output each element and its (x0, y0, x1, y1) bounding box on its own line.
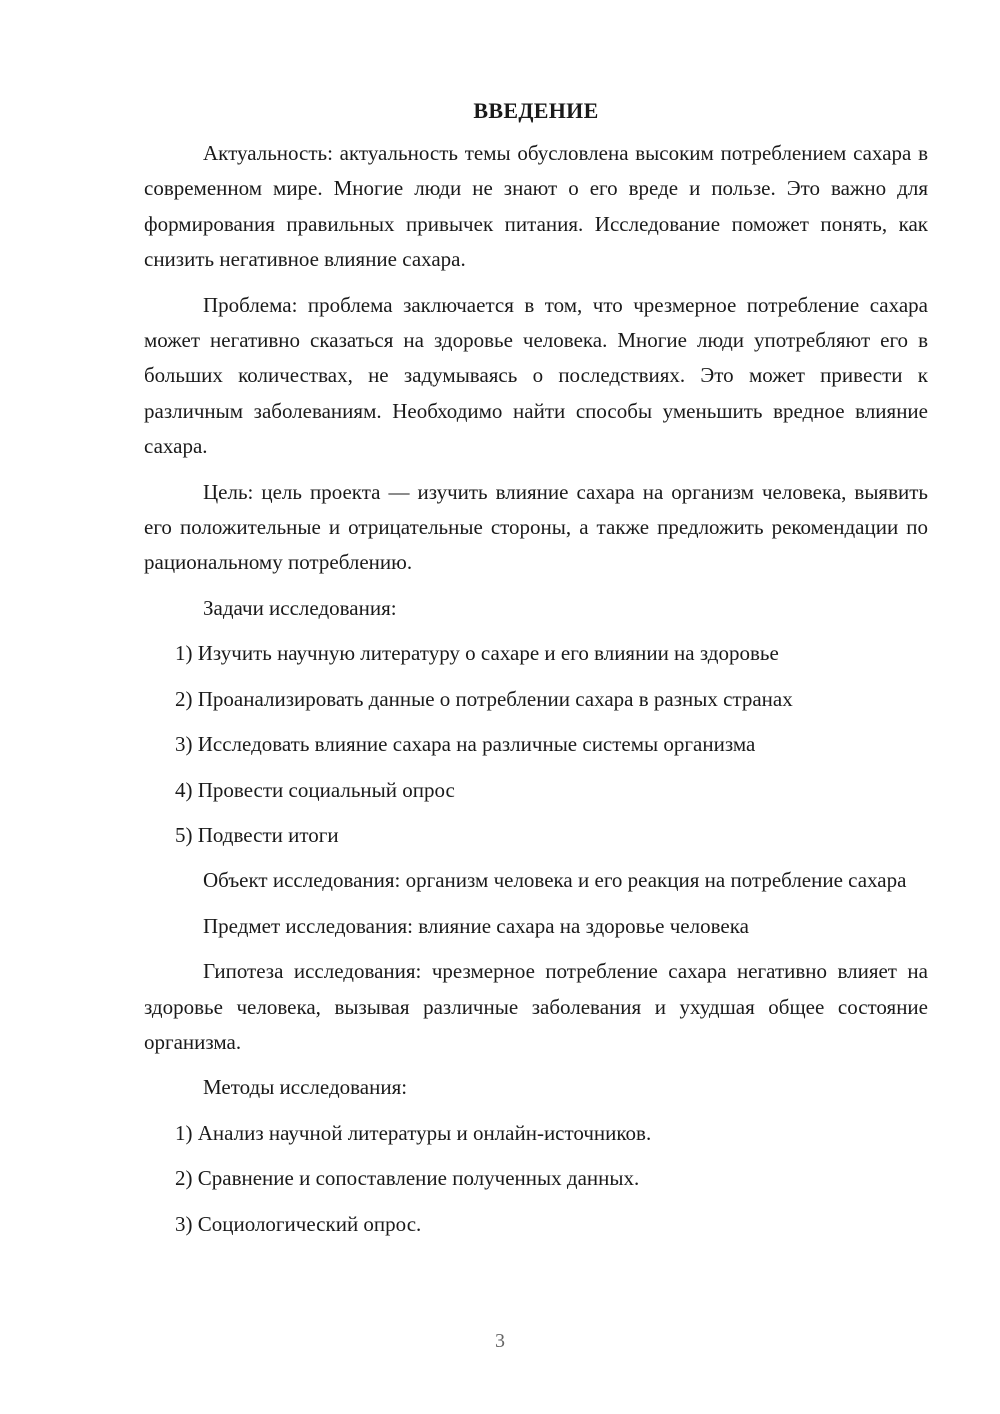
list-item: 5) Подвести итоги (175, 822, 339, 847)
paragraph-tasks-intro: Задачи исследования: (203, 595, 397, 620)
paragraph-methods-intro: Методы исследования: (203, 1075, 408, 1100)
paragraph-goal: Цель: цель проекта — изучить влияние сахара на организм человека, выявить его положительные и отрицательные стороны, а также предложить рекомендации по рациональному потреблению. (144, 479, 928, 575)
list-item: 3) Исследовать влияние сахара на различные системы организма (175, 732, 756, 757)
page-number: 3 (495, 1330, 505, 1352)
paragraph-hypothesis: Гипотеза исследования: чрезмерное потребление сахара негативно влияет на здоровье человека, вызывая различные заболевания и ухудшая общее состояние организма. (144, 959, 928, 1054)
list-item: 2) Сравнение и сопоставление полученных данных. (175, 1166, 640, 1191)
list-item: 2) Проанализировать данные о потреблении сахара в разных странах (175, 686, 793, 711)
list-item: 3) Социологический опрос. (175, 1211, 422, 1236)
list-item: 4) Провести социальный опрос (175, 777, 455, 802)
page-title: ВВЕДЕНИЕ (473, 98, 599, 123)
document-page (144, 96, 928, 1252)
list-item: 1) Изучить научную литературу о сахаре и его влиянии на здоровье (175, 641, 779, 666)
paragraph-problem: Проблема: проблема заключается в том, что чрезмерное потребление сахара может негативно сказаться на здоровье человека. Многие люди употребляют его в больших количествах, не задумываясь о последствиях. Это может привести к различным заболеваниям. Необходимо найти способы уменьшить вредное влияние сахара. (144, 292, 928, 459)
list-item: 1) Анализ научной литературы и онлайн-источников. (175, 1120, 652, 1145)
tasks-list (144, 636, 928, 853)
paragraph-relevance: Актуальность: актуальность темы обусловлена высоким потреблением сахара в современном мире. Многие люди не знают о его вреде и пользе. Это важно для формирования правильных привычек питания. Исследование поможет понять, как снизить негативное влияние сахара. (144, 141, 928, 272)
paragraph-object: Объект исследования: организм человека и его реакция на потребление сахара (203, 868, 907, 893)
paragraph-subject: Предмет исследования: влияние сахара на здоровье человека (203, 913, 749, 938)
methods-list (144, 1116, 928, 1242)
